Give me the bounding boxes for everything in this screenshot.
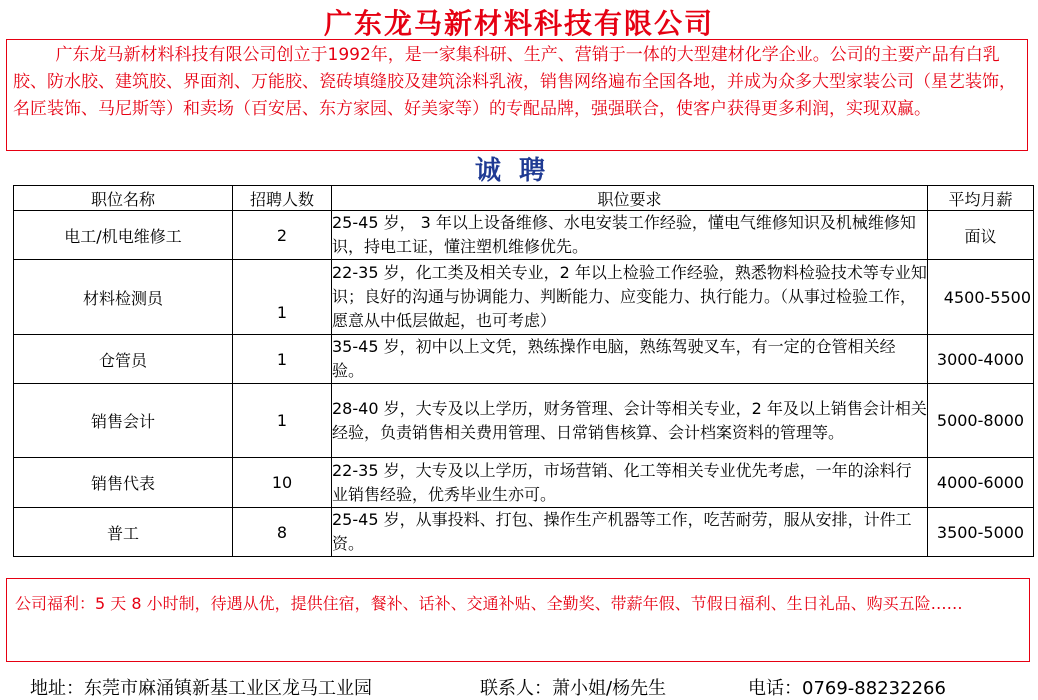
table-row (14, 260, 1034, 335)
salary-cell: 4500-5500 (928, 260, 1034, 335)
recruit-heading: 诚聘 (474, 156, 563, 186)
requirements-cell: 22-35 岁，化工类及相关专业，2 年以上检验工作经验，熟悉物料检验技术等专业知识；良好的沟通与协调能力、判断能力、应变能力、执行能力。（从事过检验工作，愿意从中低层做起，也可考虑） (332, 260, 928, 335)
position-cell: 材料检测员 (14, 260, 233, 335)
jobs-table (13, 185, 1034, 557)
position-cell: 电工/机电维修工 (14, 211, 233, 260)
footer-address: 地址：东莞市麻涌镇新基工业区龙马工业园 (30, 678, 372, 699)
requirements-cell: 35-45 岁，初中以上文凭，熟练操作电脑，熟练驾驶叉车，有一定的仓管相关经验。 (332, 335, 928, 384)
footer (30, 674, 1030, 698)
footer-contact: 联系人：萧小姐/杨先生 (480, 678, 667, 699)
count-cell: 2 (233, 211, 332, 260)
requirements-cell: 25-45 岁， 3 年以上设备维修、水电安装工作经验，懂电气维修知识及机械维修知识，持电工证，懂注塑机维修优先。 (332, 211, 928, 260)
header-salary: 平均月薪 (928, 186, 1034, 211)
benefits-box: 公司福利：5 天 8 小时制，待遇从优，提供住宿，餐补、话补、交通补贴、全勤奖、带薪年假、节假日福利、生日礼品、购买五险…… (6, 578, 1030, 662)
table-row (14, 211, 1034, 260)
header-requirements: 职位要求 (332, 186, 928, 211)
table-header-row (14, 186, 1034, 211)
count-cell: 8 (233, 508, 332, 557)
salary-cell: 4000-6000 (928, 458, 1034, 508)
count-cell: 10 (233, 458, 332, 508)
count-cell: 1 (233, 260, 332, 335)
salary-cell: 面议 (928, 211, 1034, 260)
table-row (14, 458, 1034, 508)
salary-cell: 3000-4000 (928, 335, 1034, 384)
table-row (14, 508, 1034, 557)
company-intro: 广东龙马新材料科技有限公司创立于1992年，是一家集科研、生产、营销于一体的大型建材化学企业。公司的主要产品有白乳胶、防水胶、建筑胶、界面剂、万能胶、瓷砖填缝胶及建筑涂料乳液，销售网络遍布全国各地，并成为众多大型家装公司（星艺装饰，名匠装饰、马尼斯等）和卖场（百安居、东方家园、好美家等）的专配品牌，强强联合，使客户获得更多利润，实现双赢。 (6, 39, 1028, 151)
table-row (14, 335, 1034, 384)
count-cell: 1 (233, 384, 332, 458)
footer-phone: 电话：0769-88232266 (748, 678, 946, 699)
requirements-cell: 22-35 岁，大专及以上学历，市场营销、化工等相关专业优先考虑，一年的涂料行业销售经验，优秀毕业生亦可。 (332, 458, 928, 508)
count-cell: 1 (233, 335, 332, 384)
table-row (14, 384, 1034, 458)
company-title: 广东龙马新材料科技有限公司 (323, 7, 714, 40)
header-position: 职位名称 (14, 186, 233, 211)
requirements-cell: 28-40 岁，大专及以上学历，财务管理、会计等相关专业，2 年及以上销售会计相关经验，负责销售相关费用管理、日常销售核算、会计档案资料的管理等。 (332, 384, 928, 458)
position-cell: 仓管员 (14, 335, 233, 384)
requirements-cell: 25-45 岁，从事投料、打包、操作生产机器等工作，吃苦耐劳，服从安排，计件工资。 (332, 508, 928, 557)
salary-cell: 3500-5000 (928, 508, 1034, 557)
position-cell: 销售代表 (14, 458, 233, 508)
position-cell: 销售会计 (14, 384, 233, 458)
header-count: 招聘人数 (233, 186, 332, 211)
salary-cell: 5000-8000 (928, 384, 1034, 458)
position-cell: 普工 (14, 508, 233, 557)
